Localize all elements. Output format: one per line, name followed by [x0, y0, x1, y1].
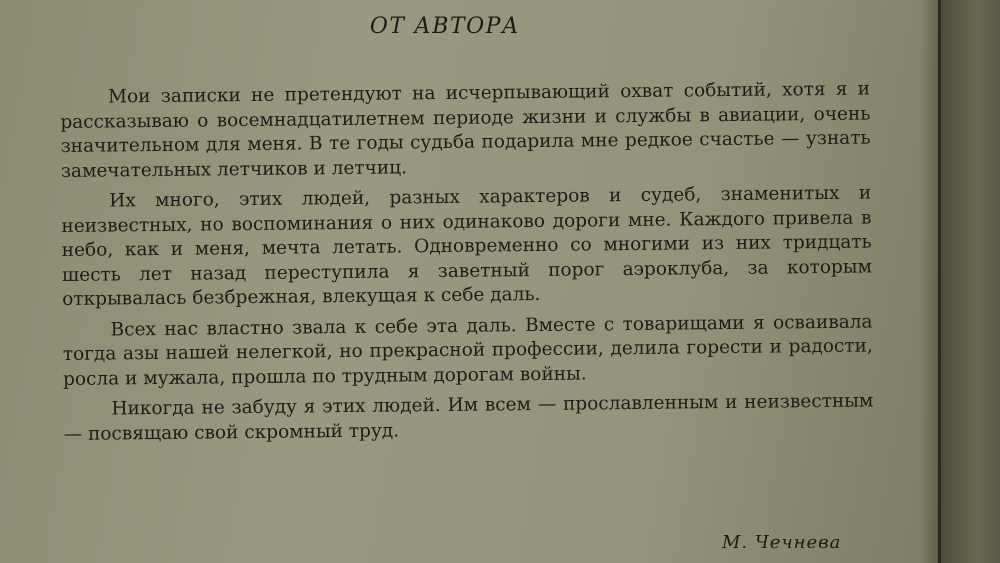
paragraph-4: Никогда не забуду я этих людей. Им всем — прославленным и неизвестным — посвящаю свой скромный труд. [63, 390, 874, 445]
paragraph-2: Их много, этих людей, разных характеров и судеб, знаменитых и неизвестных, но воспоминания о них одинаково дороги мне. Каждого привела в небо, как и меня, мечта летать. Одновременно со многими из них тридцать шесть лет назад переступила я заветный порог аэроклуба, за которым открывалась безбрежная, влекущая к себе даль. [61, 182, 873, 310]
paragraph-3: Всех нас властно звала к себе эта даль. Вместе с товарищами я осваивала тогда азы нашей нелегкой, но прекрасной профессии, делила горести и радости, росла и мужала, прошла по трудным дорогам войны. [62, 311, 873, 390]
author-signature: М. Чечнева [722, 532, 842, 553]
paragraph-1: Мои записки не претендуют на исчерпывающий охват событий, хотя я и рассказываю о восемнадцатилетнем периоде жизни и службы в авиации, очень значительном для меня. В те годы судьба подарила мне редкое счастье — узнать замечательных летчиков и летчиц. [60, 78, 871, 182]
adjacent-page-edge [941, 0, 1000, 563]
body-text [60, 78, 874, 453]
page-title: ОТ АВТОРА [369, 14, 521, 39]
